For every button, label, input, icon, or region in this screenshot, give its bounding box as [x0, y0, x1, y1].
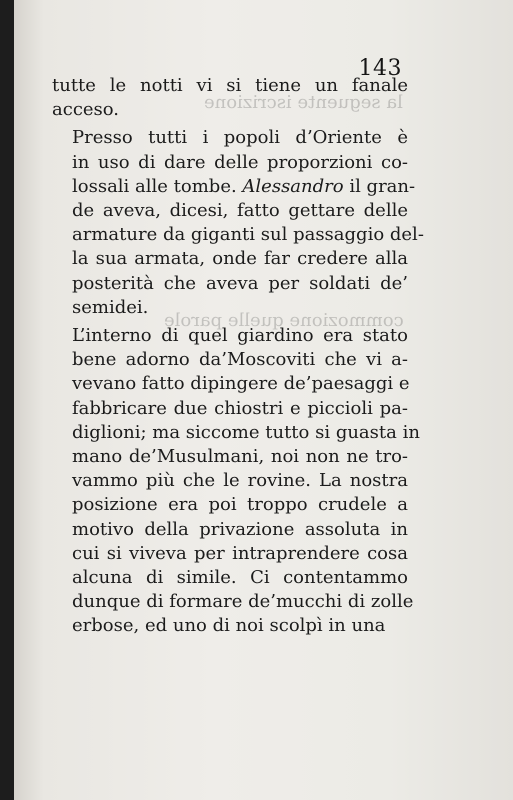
book-page	[14, 0, 513, 800]
page-edge-shadow	[0, 0, 14, 800]
text-line: la sua armata, onde far credere alla	[72, 248, 408, 270]
text-line: mano de’Musulmani, noi non ne tro-	[72, 446, 408, 468]
text-line: diglioni; ma siccome tutto si guasta in	[72, 421, 420, 443]
text-line: L’interno di quel giardino era stato	[72, 325, 408, 347]
text-line: posterità che aveva per soldati de’	[72, 272, 408, 294]
text-line: vevano fatto dipingere de’paesaggi e	[72, 373, 410, 395]
italic-name: Alessandro	[242, 175, 344, 197]
text-line: semidei.	[72, 296, 149, 318]
paragraph-3	[52, 324, 420, 639]
text-line: alcuna di simile. Ci contentammo	[72, 567, 408, 589]
text-line: erbose, ed uno di noi scolpì in una	[72, 615, 386, 637]
text-line: motivo della privazione assoluta in	[72, 518, 408, 540]
text-line: acceso.	[52, 99, 120, 121]
paragraph-1	[52, 74, 408, 122]
bleed-through-text-2: commozione quelle parole	[164, 310, 404, 331]
text-body	[52, 74, 424, 639]
text-line: posizione era poi troppo crudele a	[72, 494, 408, 516]
text-line: Presso tutti i popoli d’Oriente è	[72, 127, 408, 149]
text-line: in uso di dare delle proporzioni co-	[72, 151, 408, 173]
text-line: cui si viveva per intraprendere cosa	[72, 542, 408, 564]
text-line: armature da giganti sul passaggio del-	[72, 224, 424, 246]
text-line: tutte le notti vi si tiene un fanale	[52, 75, 408, 96]
text-line: dunque di formare de’mucchi di zolle	[72, 591, 414, 613]
paragraph-2	[52, 126, 424, 320]
bleed-through-text-1: la seguente iscrizione	[204, 92, 403, 113]
page-number: 143	[358, 56, 402, 81]
text-line: fabbricare due chiostri e piccioli pa-	[72, 397, 408, 419]
text-line: bene adorno da’Moscoviti che vi a-	[72, 349, 408, 371]
text-line: vammo più che le rovine. La nostra	[72, 470, 408, 492]
text-line: de aveva, dicesi, fatto gettare delle	[72, 200, 408, 222]
text-line: lossali alle tombe. Alessandro il gran-	[72, 175, 416, 197]
